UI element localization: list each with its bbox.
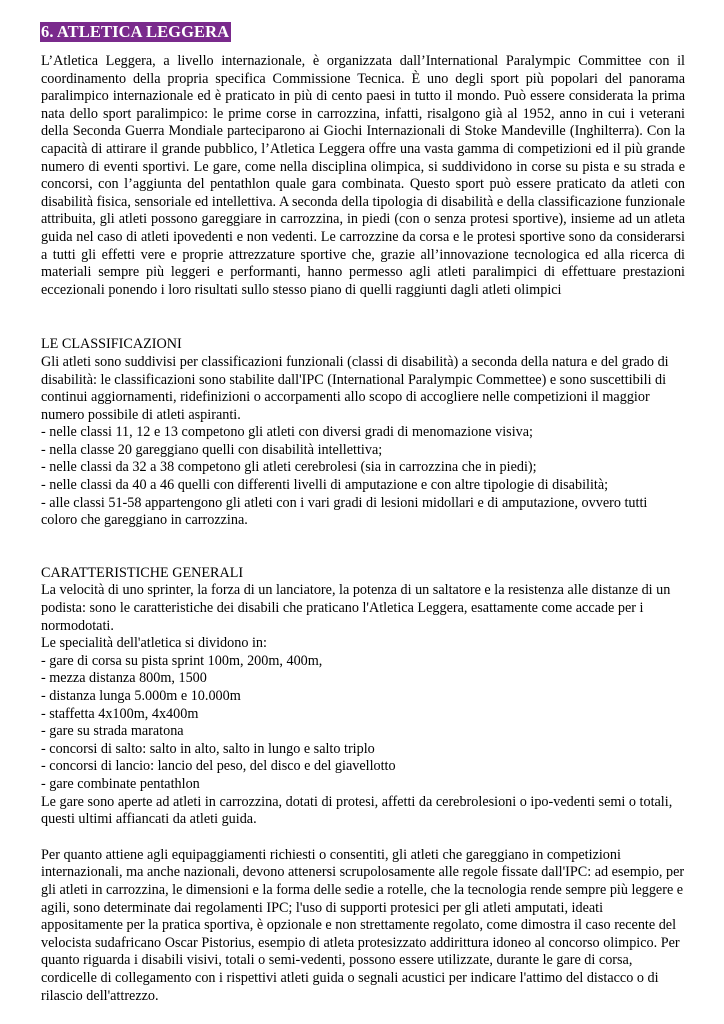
class-list-item: - nelle classi 11, 12 e 13 competono gli atleti con diversi gradi di menomazione visiva; [41,424,533,441]
specialita-list-item: - gare di corsa su pista sprint 100m, 200m, 400m, [41,652,323,669]
specialita-list-item: - mezza distanza 800m, 1500 [41,670,207,687]
class-list-item: - alle classi 51-58 appartengono gli atleti con i vari gradi di lesioni midollari e di amputazione, ovvero tutti coloro che gareggiano in carrozzina. [41,494,648,529]
specialita-list-item: - gare combinate pentathlon [41,775,200,792]
intro-paragraph: L’Atletica Leggera, a livello internazionale, è organizzata dall’International Paralympic Committee con il coordinamento della propria specifica Commissione Tecnica. È uno degli sport più popolari del panorama paralimpico internazionale ed è praticato in più di cento paesi in tutto il mondo. Può essere considerata la prima nata dello sport paralimpico: le prime corse in carrozzina, infatti, risalgono già al 1952, anno in cui i veterani della Seconda Guerra Mondiale parteciparono ai Giochi Internazionali di Stoke Mandeville (Inghilterra). Con la capacità di attirare il grande pubblico, l’Atletica Leggera offre una vasta gamma di competizioni ed il più grande numero di eventi sportivi. Le gare, come nella disciplina olimpica, si suddividono in corse su pista e su strada e concorsi, con l’aggiunta del pentathlon quale gara combinata. Questo sport può essere praticato da atleti con disabilità fisica, sensoriale ed intellettiva. A seconda della tipologia di disabilità e della classificazione funzionale attribuita, gli atleti possono gareggiare in carrozzina, in piedi (con o senza protesi sportive), insieme ad un atleta guida nel caso di atleti ipovedenti e non vedenti. Le carrozzine da corsa e le protesi sportive sono da considerarsi a tutti gli effetti vere e proprie attrezzature sportive che, grazie all’innovazione tecnologica ed alla ricerca di materiali sempre più leggeri e performanti, hanno permesso agli atleti paralimpici di effettuare prestazioni eccezionali ponendo i loro risultati sullo stesso piano di quelli raggiunti dagli atleti olimpici [41,53,685,298]
caratteristiche-section [41,565,685,1005]
classificazioni-body: Gli atleti sono suddivisi per classificazioni funzionali (classi di disabilità) a seconda della natura e del grado di disabilità: le classificazioni sono stabilite dall'IPC (International Paralympic Commettee) e sono suscettibili di continui aggiornamenti, ridefinizioni o accorpamenti allo scopo di accogliere nelle competizioni il maggior numero possibile di atleti aspiranti. [41,353,669,423]
specialita-list-item: - staffetta 4x100m, 4x400m [41,705,199,722]
caratteristiche-heading: CARATTERISTICHE GENERALI [41,564,244,581]
document-page [41,22,685,1005]
caratteristiche-body: La velocità di uno sprinter, la forza di un lanciatore, la potenza di un saltatore e la resistenza alle distanze di un podista: sono le caratteristiche dei disabili che praticano l'Atletica Leggera, esattamente come accade per i normodotati. [41,582,671,634]
specialita-intro: Le specialità dell'atletica si dividono in: [41,635,267,652]
section-title: 6. ATLETICA LEGGERA [41,22,230,41]
class-list-item: - nella classe 20 gareggiano quelli con disabilità intellettiva; [41,441,383,458]
specialita-list-item: - concorsi di lancio: lancio del peso, del disco e del giavellotto [41,758,396,775]
class-list-item: - nelle classi da 40 a 46 quelli con differenti livelli di amputazione e con altre tipologie di disabilità; [41,477,609,494]
specialita-list-item: - distanza lunga 5.000m e 10.000m [41,688,241,704]
gare-closing-paragraph: Le gare sono aperte ad atleti in carrozzina, dotati di protesi, affetti da cerebrolesioni o ipo-vedenti semi o totali, questi ultimi affiancati da atleti guida. [41,793,673,828]
class-list-item: - nelle classi da 32 a 38 competono gli atleti cerebrolesi (sia in carrozzina che in piedi); [41,459,537,476]
specialita-list-item: - gare su strada maratona [41,723,184,740]
specialita-list-item: - concorsi di salto: salto in alto, salto in lungo e salto triplo [41,740,375,757]
classificazioni-heading: LE CLASSIFICAZIONI [41,336,182,353]
classificazioni-section [41,336,685,530]
equipaggiamenti-paragraph: Per quanto attiene agli equipaggiamenti richiesti o consentiti, gli atleti che gareggiano in competizioni internazionali, ma anche nazionali, devono attenersi scrupolosamente alle regole fissate dall'IPC: ad esempio, per gli atleti in carrozzina, le dimensioni e la forma delle sedie a rotelle, che la tecnologia rende sempre più leggere e agili, sono determinate dai regolamenti IPC; l'uso di supporti protesici per gli atleti amputati, ideati appositamente per la pratica sportiva, è opzionale e non strettamente regolato, come dimostra il caso recente del velocista sudafricano Oscar Pistorius, esempio di atleta protesizzato addirittura idoneo al concorso olimpico. Per quanto riguarda i disabili visivi, totali o semi-vedenti, possono essere utilizzate, durante le gare di corsa, cordicelle di collegamento con i rispettivi atleti guida o segnali acustici per indicare l'attimo del distacco o di rilascio dell'attrezzo. [41,846,685,1004]
